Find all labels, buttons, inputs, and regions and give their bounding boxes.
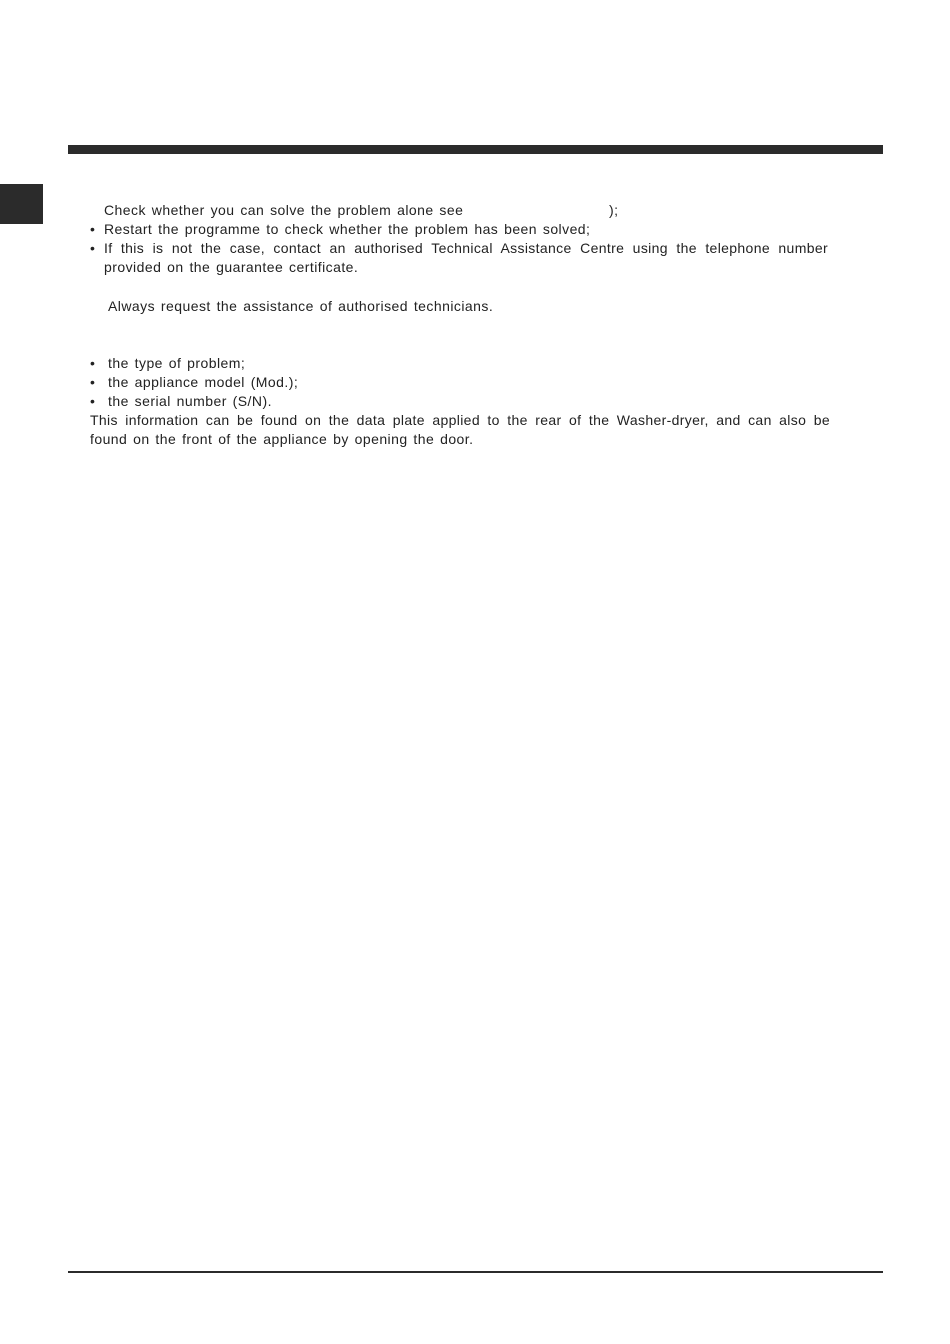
bullet-icon: • [90,374,95,390]
language-tab-marker [0,184,43,224]
info-item-serial: the serial number (S/N). [108,393,272,409]
bullet-icon: • [90,393,95,409]
bullet-icon: • [90,240,95,256]
bullet-icon: • [90,355,95,371]
info-note-line1: This information can be found on the data plate applied to the rear of the Washer-dryer, and can also be [90,412,830,428]
step-contact-line2: provided on the guarantee certificate. [104,259,359,275]
step-check-suffix: ); [609,202,619,218]
header-rule [68,145,883,154]
step-restart: Restart the programme to check whether the problem has been solved; [104,221,591,237]
bullet-icon: • [90,221,95,237]
footer-rule [68,1271,883,1273]
info-item-model: the appliance model (Mod.); [108,374,299,390]
step-contact-line1: If this is not the case, contact an authorised Technical Assistance Centre using the telephone number [104,240,828,256]
info-note-line2: found on the front of the appliance by opening the door. [90,431,474,447]
step-check-text: Check whether you can solve the problem alone see [104,202,464,218]
info-item-problem-type: the type of problem; [108,355,246,371]
notice-authorised-technicians: Always request the assistance of authorised technicians. [108,298,494,314]
